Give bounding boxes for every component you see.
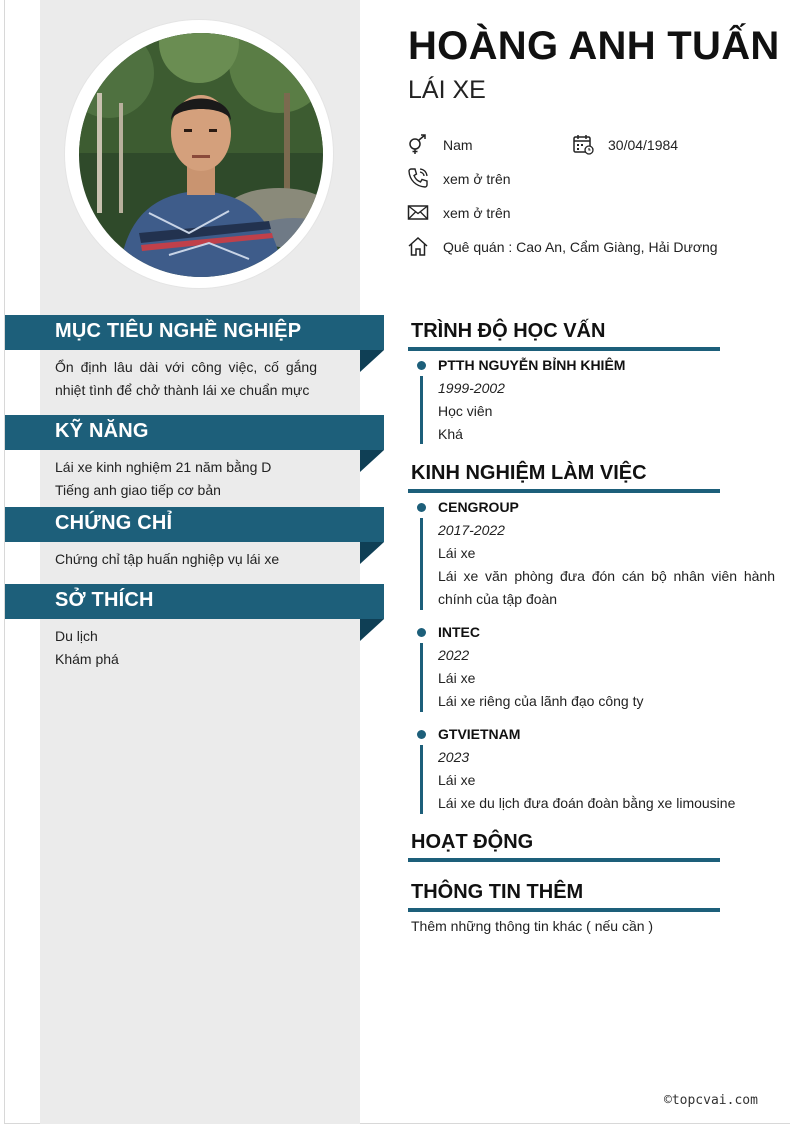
birthdate-value: 30/04/1984 [608, 137, 679, 153]
education-school: PTTH NGUYỄN BỈNH KHIÊM [438, 357, 626, 373]
additional-underline [408, 908, 720, 912]
candidate-name: HOÀNG ANH TUẤN [408, 24, 780, 68]
experience-title: KINH NGHIỆM LÀM VIỆC [411, 462, 647, 484]
experience-period: 2017-2022 [438, 522, 505, 538]
experience-company: INTEC [438, 624, 480, 640]
timeline-dot [417, 361, 426, 370]
hobbies-title: SỞ THÍCH [55, 589, 154, 611]
skills-title: KỸ NĂNG [55, 420, 149, 442]
experience-period: 2022 [438, 647, 470, 663]
timeline-dot [417, 628, 426, 637]
hobby-item: Khám phá [55, 651, 119, 667]
skill-item: Tiếng anh giao tiếp cơ bản [55, 482, 221, 498]
skill-item: Lái xe kinh nghiệm 21 năm bằng D [55, 459, 272, 475]
objective-banner-fold [360, 350, 384, 372]
certificate-item: Chứng chỉ tập huấn nghiệp vụ lái xe [55, 551, 280, 567]
hobby-item: Du lịch [55, 628, 98, 644]
hobbies-banner [5, 584, 384, 619]
objective-text: Ổn định lâu dài với công việc, cố gắng nhiệt tình để chở thành lái xe chuẩn mực [55, 359, 317, 398]
education-period: 1999-2002 [438, 380, 505, 396]
activities-title: HOẠT ĐỘNG [411, 831, 534, 853]
additional-title: THÔNG TIN THÊM [411, 881, 584, 903]
education-result: Khá [438, 426, 463, 442]
mail-icon [407, 201, 429, 223]
timeline-dot [417, 730, 426, 739]
gender-value: Nam [443, 137, 473, 153]
experience-company: GTVIETNAM [438, 726, 521, 742]
calendar-icon [572, 133, 594, 155]
job-title: LÁI XE [408, 76, 486, 104]
timeline-bar [420, 643, 423, 712]
experience-role: Lái xe [438, 545, 476, 561]
email-value: xem ở trên [443, 205, 511, 221]
watermark: ©topcvai.com [664, 1093, 758, 1108]
education-underline [408, 347, 720, 351]
timeline-bar [420, 518, 423, 610]
activities-underline [408, 858, 720, 862]
skills-banner-fold [360, 450, 384, 472]
experience-desc: Lái xe du lịch đưa đoán đoàn bằng xe limousine [438, 795, 736, 811]
experience-desc: Lái xe văn phòng đưa đón cán bộ nhân viên hành chính của tập đoàn [438, 568, 775, 607]
experience-desc: Lái xe riêng của lãnh đạo công ty [438, 693, 644, 709]
timeline-bar [420, 376, 423, 444]
objective-banner [5, 315, 384, 350]
experience-role: Lái xe [438, 670, 476, 686]
education-title: TRÌNH ĐỘ HỌC VẤN [411, 320, 606, 342]
timeline-bar [420, 745, 423, 814]
hobbies-banner-fold [360, 619, 384, 641]
certificates-banner [5, 507, 384, 542]
avatar [79, 33, 323, 277]
home-icon [407, 235, 429, 257]
certificates-title: CHỨNG CHỈ [55, 512, 173, 534]
experience-underline [408, 489, 720, 493]
objective-title: MỤC TIÊU NGHỀ NGHIỆP [55, 320, 302, 342]
gender-icon [407, 133, 429, 155]
timeline-dot [417, 503, 426, 512]
experience-role: Lái xe [438, 772, 476, 788]
phone-icon [407, 167, 429, 189]
phone-value: xem ở trên [443, 171, 511, 187]
additional-text: Thêm những thông tin khác ( nếu cần ) [411, 918, 654, 934]
certificates-banner-fold [360, 542, 384, 564]
experience-company: CENGROUP [438, 499, 519, 515]
skills-banner [5, 415, 384, 450]
experience-period: 2023 [438, 749, 470, 765]
address-value: Quê quán : Cao An, Cẩm Giàng, Hải Dương [443, 239, 718, 255]
education-role: Học viên [438, 403, 493, 419]
